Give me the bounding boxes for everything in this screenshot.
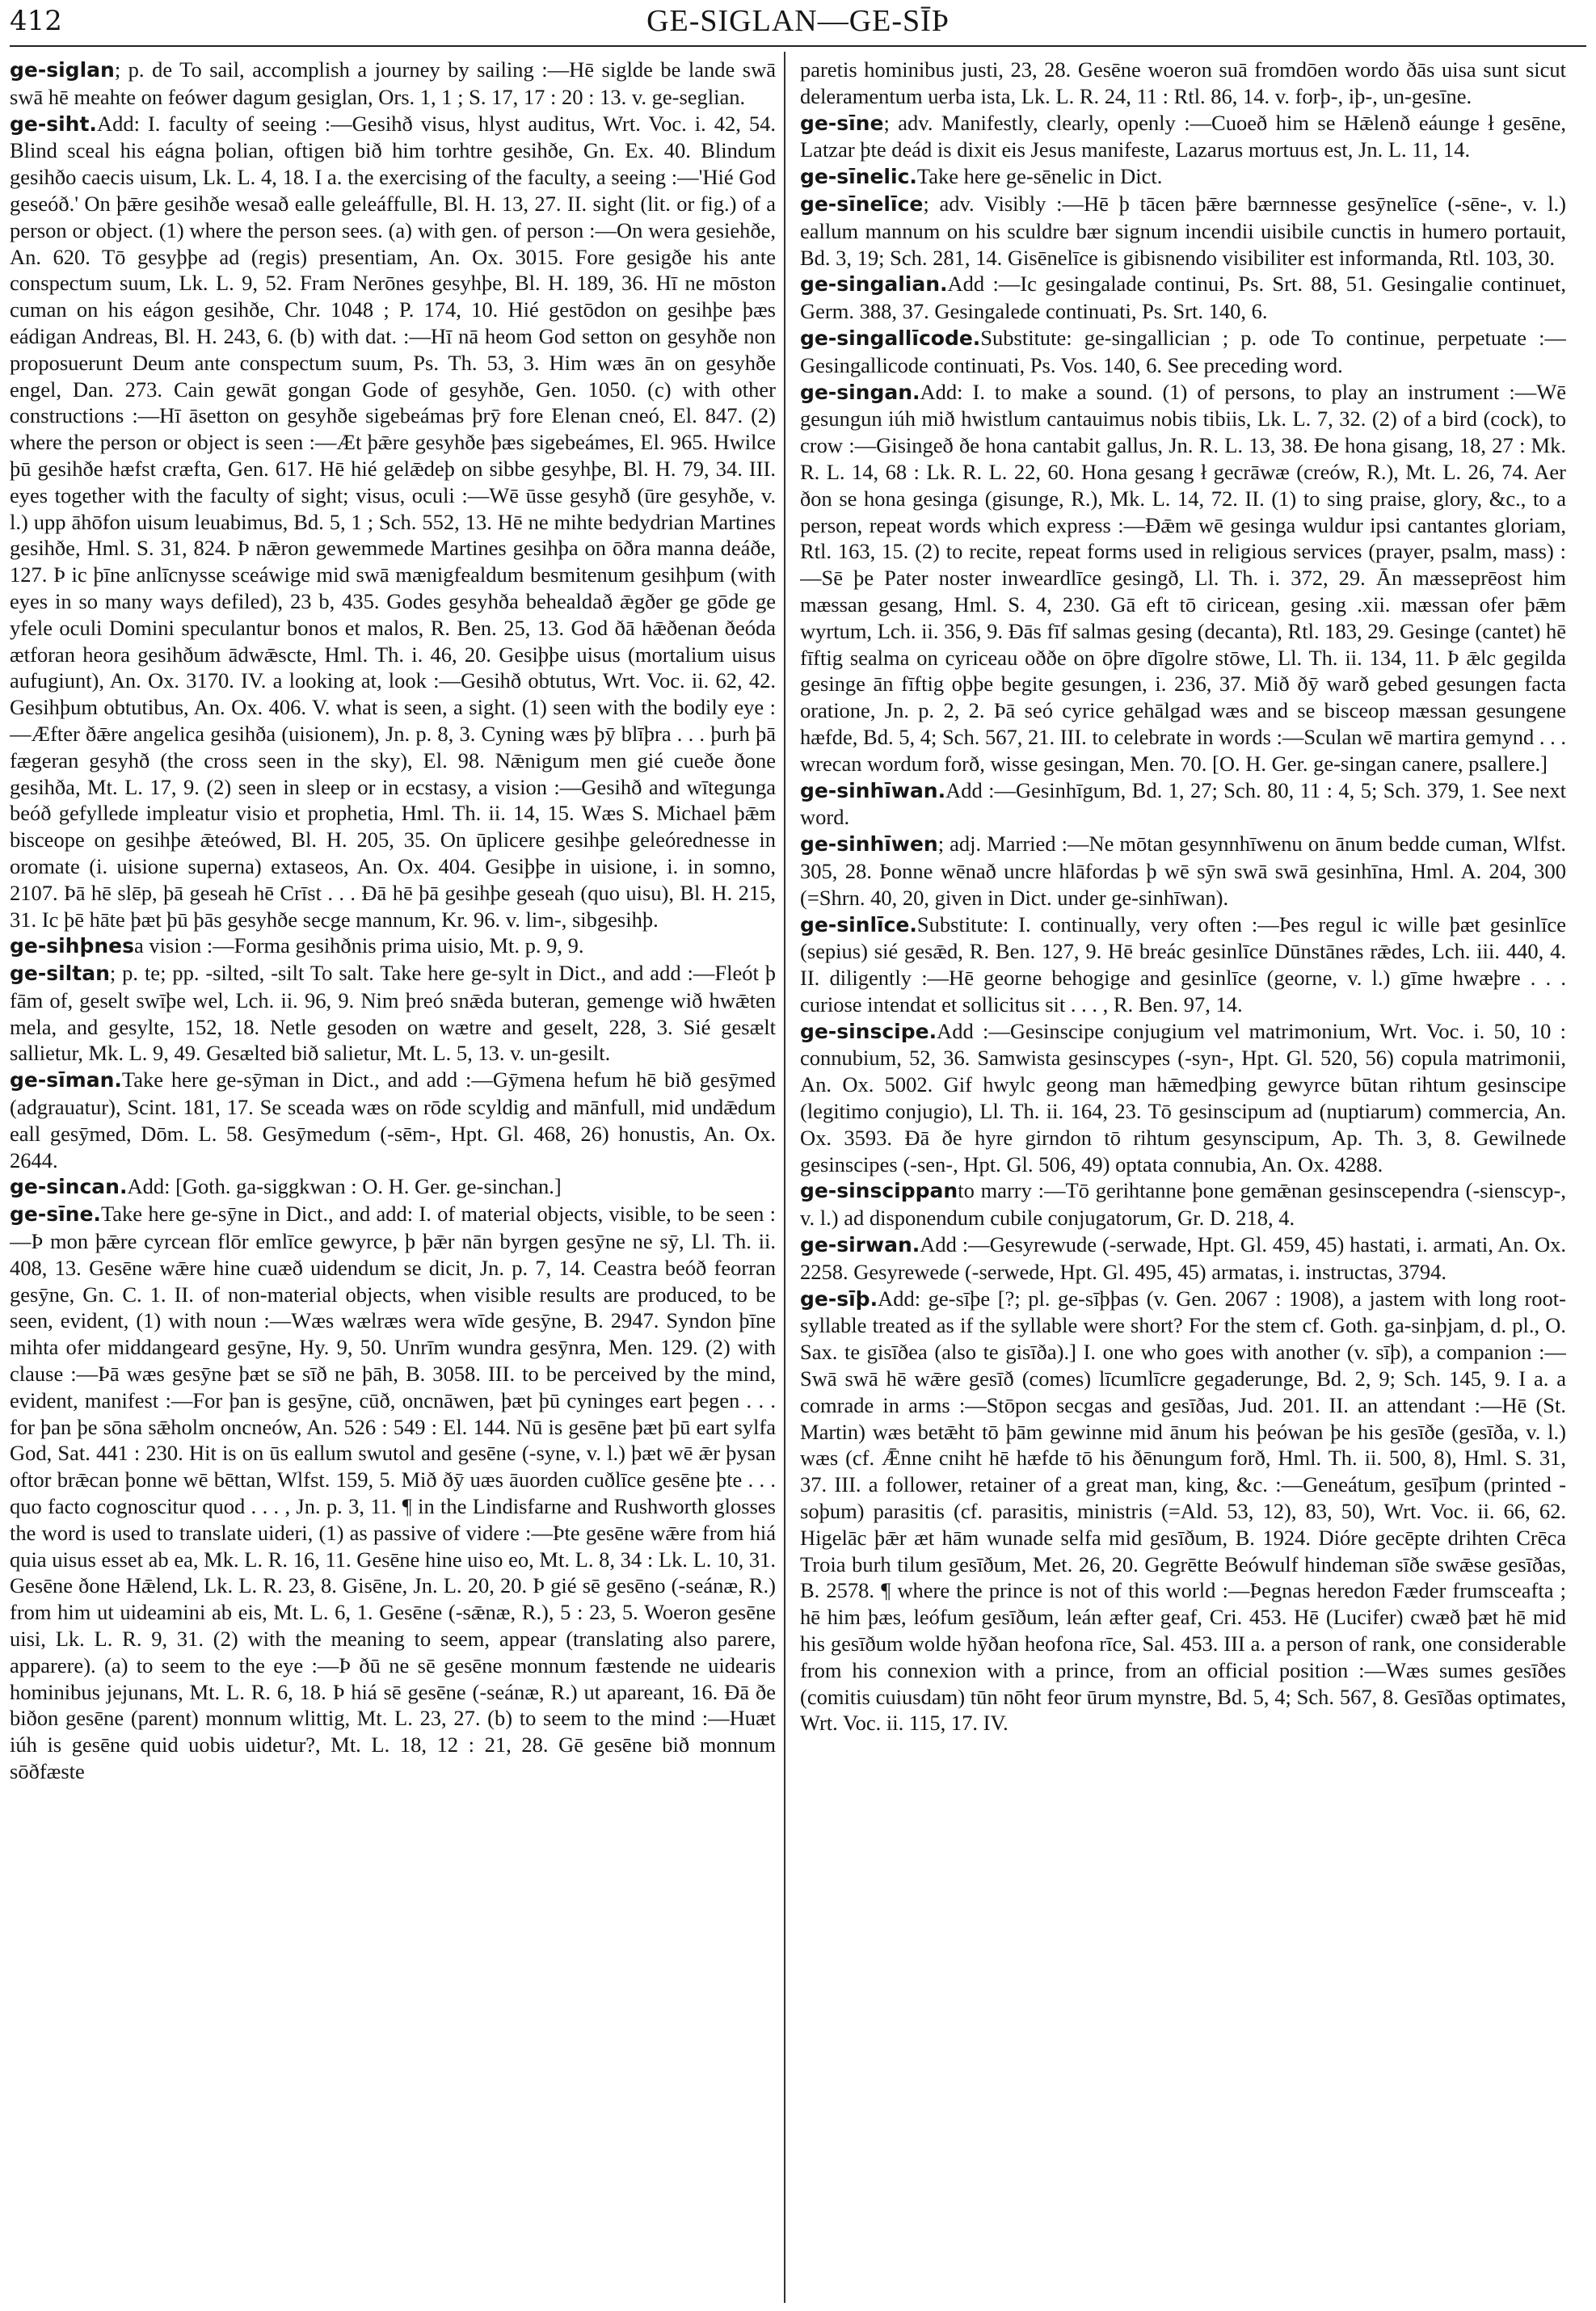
entry-headword: ge-sīman. (10, 1068, 122, 1092)
entry-headword: ge-siltan (10, 962, 110, 986)
entry-headword: ge-siglan (10, 58, 115, 82)
entry-text: Add: I. faculty of seeing :—Gesihð visus, hlyst auditus, Wrt. Voc. i. 42, 54. Blind sceal his eágna þolian, oftigen bið him torhtre gesihðe, Gn. Ex. 40. Blindum gesihðo caecis uisum, Lk. L. 4, 18. I a. the exercising of the faculty, a seeing :—'Hié God geseóð.' On þǣre gesihðe wesað ealle geleáffulle, Bl. H. 13, 27. II. sight (lit. or fig.) of a person or object. (1) where the person sees. (a) with gen. of person :—On wera gesiehðe, An. 620. Tō gesyþþe ad (regis) presentiam, An. Ox. 3015. Fore gesigðe his ante conspectum suum, Lk. L. 9, 52. Fram Nerōnes gesyhþe, Bl. H. 189, 36. Hī ne mōston cuman on his eágon gesihðe, Chr. 1048 ; P. 174, 10. Hié gestōdon on gesihþe þæs eádigan Andreas, Bl. H. 243, 6. (b) with dat. :—Hī nā heom God setton on gesyhðe non proposuerunt Deum ante conspectum suum, Ps. Th. 53, 3. Him wæs ān on gesyhðe engel, Dan. 273. Cain gewāt gongan Gode of gesyhðe, Gen. 1050. (c) with other constructions :—Hī āsetton on gesyhðe sigebeámas þrȳ fore Elenan cneó, El. 847. (2) where the person or object is seen :—Æt þǣre gesyhðe þæs sigebeámes, El. 965. Hwilce þū gesihðe hæfst cræfta, Gen. 617. Hē hié gelǣdeþ on sibbe gesyhþe, Bl. H. 79, 34. III. eyes together with the faculty of sight; visus, oculi :—Wē ūsse gesyhð (ūre gesyhðe, v. l.) upp āhōfon uisum leuabimus, Bd. 5, 1 ; Sch. 552, 13. Hē ne mihte bedydrian Martines gesihðe, Hml. S. 31, 824. Þ nǣron gewemmede Martines gesihþa on ōðra manna deáðe, 127. Þ ic þīne anlīcnysse sceáwige mid swā mænigfealdum besmitenum gesihþum (with eyes in so many ways defiled), 23 b, 435. Godes gesyhða behealdað ǣgðer ge gōde ge yfele oculi Domini speculantur bonos et malos, R. Ben. 25, 13. God ðā hǣðenan ðeóda ætforan heora gesihðum ādwǣscte, Hml. Th. i. 46, 20. Gesiþþe uisus (mortalium uisus aufugiunt), An. Ox. 3170. IV. a looking at, look :—Gesihð obtutus, Wrt. Voc. ii. 62, 42. Gesihþum obtutibus, An. Ox. 406. V. what is seen, a sight. (1) seen with the bodily eye :—Æfter ðǣre angelica gesihða (uisionem), Jn. p. 8, 3. Cyning wæs þȳ blīþra . . . þurh þā fægeran gesyhð (the cross seen in the sky), El. 98. Nǣnigum men gié cueðe ðone gesihða, Mt. L. 17, 9. (2) seen in sleep or in ecstasy, a vision :—Gesihð and wītegunga beóð gefyllede impleatur visio et prophetia, Hml. Th. ii. 14, 15. Wæs S. Michael þǣm bisceope on gesihþe ǣteówed, Bl. H. 205, 35. On ūplicere gesihþe geleórednesse in oromate (i. uisione superna) extaseos, An. Ox. 404. Gesiþþe in uisione, i. in somno, 2107. Þā hē slēp, þā geseah hē Crīst . . . Ðā hē þā gesihþe geseah (quo uisu), Bl. H. 215, 31. Ic þē hāte þæt þū þās gesyhðe secge mannum, Kr. 96. v. lim-, sibgesihþ. (10, 111, 776, 932)
entry-headword: ge-sinlīce. (800, 912, 917, 937)
entry-headword: ge-sīnelic. (800, 165, 917, 189)
entry-text: Add :—Ic gesingalade continui, Ps. Srt. 88, 51. Gesingalie continuet, Germ. 388, 37. Gesingalede continuati, Ps. Srt. 140, 6. (800, 272, 1566, 324)
entry-text: ; adj. Married :—Ne mōtan gesynnhīwenu on ānum bedde cuman, Wlfst. 305, 28. Þonne wēnað uncre hlāfordas þ wē sȳn swā swā gesinhīna, Hml. A. 204, 300 (=Shrn. 40, 20, given in Dict. under ge-sinhīwan). (800, 831, 1566, 910)
dictionary-entry (800, 110, 1566, 164)
entry-headword: ge-sirwan. (800, 1233, 920, 1257)
left-column (10, 57, 776, 2303)
entry-text: Add :—Gesyrewude (-serwade, Hpt. Gl. 459, 45) hastati, i. armati, An. Ox. 2258. Gesyrewede (-serwede, Hpt. Gl. 495, 45) armatas, i. instructas, 3794. (800, 1232, 1566, 1284)
entry-text: Add: ge-sīþe [?; pl. ge-sīþþas (v. Gen. 2067 : 1908), a jastem with long root-syllable treated as if the syllable were short? For the stem cf. Goth. ga-sinþjam, d. pl., O. Sax. te gisīðea (also te gisīða).] I. one who goes with another (v. sīþ), a companion :—Swā swā hē wǣre gesīð (comes) līcumlīcre gegaderunge, Bd. 2, 9; Sch. 145, 9. I a. a comrade in arms :—Stōpon secgas and gesīðas, Jud. 201. II. an attendant :—Hē (St. Martin) wæs betǣht tō þām gewinne mid ānum his þeówan þe his gesīðe (gesīða, v. l.) wæs (cf. Ǣnne cniht hē hæfde tō his ðēnungum forð, Hml. Th. ii. 500, 8), Hml. S. 31, 37. III. a follower, retainer of a great man, king, &c. :—Geneátum, gesīþum (printed -soþum) parasitis (cf. parasitis, ministris (=Ald. 53, 12), 83, 50), Wrt. Voc. ii. 66, 62. Higelāc þǣr æt hām wunade selfa mid gesīðum, B. 1924. Dióre gecēpte drihten Crēca Troia burh tilum gesīðum, Met. 26, 20. Gegrētte Beówulf hindeman sīðe swǣse gesīðas, B. 2578. ¶ where the prince is not of this world :—Þegnas heredon Fæder frumsceafta ; hē him þæs, leófum gesīðum, leán æfter geaf, Cri. 453. Hē (Lucifer) cwæð þæt hē mid his gesīðum wolde hȳðan heofona rīce, Sal. 453. III a. a person of rank, one considerable from his connexion with a prince, from an official position :—Wæs sumes gesīðes (comitis cuiusdam) tūn nōht feor ūrum mynstre, Bd. 5, 4; Sch. 567, 8. Gesīðas optimates, Wrt. Voc. ii. 115, 17. IV. (800, 1286, 1566, 1736)
entry-text: ; adv. Manifestly, clearly, openly :—Cuoeð him se Hǣlenð eáunge ł gesēne, Latzar þte deád is dixit eis Jesus manifeste, Lazarus mortuus est, Jn. L. 11, 14. (800, 110, 1566, 162)
dictionary-entry (800, 191, 1566, 271)
right-column (800, 57, 1566, 2303)
dictionary-entry (800, 911, 1566, 1018)
entry-headword: ge-sīnelīce (800, 192, 924, 216)
entry-headword: ge-sincan. (10, 1175, 128, 1199)
dictionary-entry (800, 57, 1566, 110)
entry-text: ; p. de To sail, accomplish a journey by sailing :—Hē siglde be lande swā swā hē meahte on feówer dagum gesiglan, Ors. 1, 1 ; S. 17, 17 : 20 : 13. v. ge-seglian. (10, 57, 776, 109)
entry-text: Substitute: ge-singallician ; p. ode To continue, perpetuate :—Gesingallicode continuati, Ps. Vos. 140, 6. See preceding word. (800, 325, 1566, 377)
entry-headword: ge-sinhīwan. (800, 778, 946, 802)
dictionary-entry (10, 1067, 776, 1173)
entry-headword: ge-singan. (800, 380, 920, 404)
dictionary-entry (800, 325, 1566, 379)
entry-headword: ge-sīne. (10, 1202, 101, 1227)
dictionary-entry (800, 777, 1566, 831)
entry-headword: ge-sīþ. (800, 1286, 878, 1311)
entry-text: ; p. te; pp. -silted, -silt To salt. Take here ge-sylt in Dict., and add :—Fleót þ fām of, geselt swīþe wel, Lch. ii. 96, 9. Nim þreó snǣda buteran, gemenge wið hwǣten mela, and gesylte, 152, 18. Netle gesoden on wætre and geselt, 228, 3. Sié gesælt sallietur, Mk. L. 9, 49. Gesælted bið salietur, Mt. L. 5, 13. v. un-gesilt. (10, 961, 776, 1066)
dictionary-entry (10, 960, 776, 1067)
dictionary-entry (10, 111, 776, 933)
entry-text: Take here ge-sēnelic in Dict. (916, 164, 1163, 189)
entry-text: Add: I. to make a sound. (1) of persons, to play an instrument :—Wē gesungun iúh mið hwistlum cantauimus nobis tibiis, Lk. L. 7, 32. (2) of a bird (cock), to crow :—Gisingeð ðe hona cantabit gallus, Jn. R. L. 13, 38. Ðe hona gisang, 18, 27 : Mk. R. L. 14, 68 : Lk. R. L. 22, 60. Hona gesang ł gecrāwæ (creów, R.), Mt. L. 26, 74. Aer ðon se hona gesinga (gisunge, R.), Mk. L. 14, 72. II. (1) to sing praise, glory, &c., to a person, repeat words which express :—Ðǣm wē gesinga wuldur ipsi cantantes gloriam, Rtl. 163, 15. (2) to recite, repeat forms used in religious services (prayer, psalm, mass) :—Sē þe Pater noster inweardlīce gesingð, Ll. Th. i. 372, 29. Ān mæsseprēost him mæssan gesang, Hml. S. 4, 230. Gā eft tō ciricean, gesing .xii. mæssan ofer þǣm wyrtum, Lch. ii. 356, 9. Ðās fīf salmas gesing (decanta), Rtl. 183, 29. Gesinge (cantet) hē fīftig sealma on cyriceau oððe on ōþre dīgolre stōwe, Ll. Th. ii. 134, 11. Þ ǣlc gegilda gesinge ān fīftig oþþe begite gesungen, i. 236, 37. Mið ðȳ warð gebed gesungen facta oratione, Jn. p. 2, 2. Þā seó cyrice gehālgad wæs and se bisceop mæssan gesungene hæfde, Bd. 5, 4; Sch. 567, 21. III. to celebrate in words :—Sculan wē martira gemynd . . . wrecan wordum forð, wisse gesingan, Men. 70. [O. H. Ger. ge-singan canere, psallere.] (800, 379, 1566, 776)
entry-headword: ge-sihþnes (10, 934, 135, 958)
entry-headword: ge-siht. (10, 112, 97, 136)
dictionary-entry (800, 1286, 1566, 1737)
entry-headword: ge-sinscipe. (800, 1019, 937, 1043)
dictionary-entry (800, 1231, 1566, 1286)
dictionary-entry (800, 163, 1566, 191)
dictionary-entry (800, 1177, 1566, 1231)
entry-headword: ge-sinhīwen (800, 832, 938, 857)
entry-text: Add :—Gesinhīgum, Bd. 1, 27; Sch. 80, 11 : 4, 5; Sch. 379, 1. See next word. (800, 777, 1566, 830)
entry-text: Add: [Goth. ga-siggkwan : O. H. Ger. ge-sinchan.] (127, 1174, 562, 1199)
entry-headword: ge-sinscippan (800, 1179, 958, 1203)
entry-text: Take here ge-sȳne in Dict., and add: I. of material objects, visible, to be seen :—Þ mon þǣre cyrcean flōr emlīce gewyrce, þ þǣr nān byrgen gesȳne ne sȳ, Ll. Th. ii. 408, 13. Gesēne wǣre hine cuæð uidendum se dicit, Jn. p. 7, 14. Ceastra beóð feorran gesȳne, Gn. C. 1. II. of non-material objects, when visible results are produced, to be seen, evident, (1) with noun :—Wæs wælræs wera wīde gesȳne, B. 2947. Syndon þīne mihta ofer middangeard gesȳne, Hy. 9, 50. Unrīm wundra gesȳnra, Men. 129. (2) with clause :—Þā wæs gesȳne þæt se sīð ne þāh, B. 3058. III. to be perceived by the mind, evident, manifest :—For þan is gesȳne, cūð, oncnāwen, þæt þū cyninges eart þegen . . . for þan þe sōna sǣholm oncneów, An. 526 : 549 : El. 144. Nū is gesēne þæt þū eart sylfa God, Sat. 441 : 230. Hit is on ūs eallum swutol and gesēne (-syne, v. l.) þæt wē ǣr þysan oftor brǣcan þonne wē bēttan, Wlfst. 159, 5. Mið ðȳ uæs āuorden cuðlīce gesēne þte . . . quo facto cognoscitur quod . . . , Jn. p. 3, 11. ¶ in the Lindisfarne and Rushworth glosses the word is used to translate uideri, (1) as passive of videre :—Þte gesēne wǣre from hiá quia uisus esset ab ea, Mk. L. R. 16, 11. Gesēne hine uiso eo, Mt. L. 8, 34 : Lk. L. 10, 31. Gesēne ðone Hǣlend, Lk. L. R. 23, 8. Gisēne, Jn. L. 20, 20. Þ gié sē gesēno (-seánæ, R.) from him ut uideamini ab eis, Mt. L. 6, 1. Gesēne (-sǣnæ, R.), 5 : 23, 5. Woeron gesēne uisi, Lk. L. R. 9, 31. (2) with the meaning to seem, appear (translating also parere, apparere). (a) to seem to the eye :—Þ ðū ne sē gesēne monnum fæstende ne uidearis hominibus jejunans, Mt. L. R. 6, 18. Þ hiá sē gesēne (-seánæ, R.) ut apareant, 16. Ðā ðe biðon gesēne (parent) monnum wlittig, Mt. L. 23, 27. (b) to seem to the mind :—Huæt iúh is gesēne quid uobis uidetur?, Mt. L. 18, 12 : 21, 28. Gē gesēne bið monnum sōðfæste (10, 1202, 776, 1783)
dictionary-entry (10, 1173, 776, 1201)
page-number: 412 (10, 5, 62, 37)
dictionary-entry (800, 1018, 1566, 1178)
entry-text: to marry :—Tō gerihtanne þone gemǣnan gesinscependra (-sienscyp-, v. l.) ad disponendum cubile conjugatorum, Gr. D. 218, 4. (800, 1178, 1566, 1231)
entry-headword: ge-singalian. (800, 272, 948, 297)
dictionary-entry (800, 831, 1566, 911)
running-title: GE-SIGLAN—GE-SĪÞ (646, 4, 950, 38)
column-divider (784, 52, 785, 2303)
dictionary-entry (10, 932, 776, 960)
dictionary-entry (10, 57, 776, 111)
entry-headword: ge-sīne (800, 111, 884, 135)
entry-text: ; adv. Visibly :—Hē þ tācen þǣre bærnnesse gesȳnelīce (-sēne-, v. l.) eallum mannum on his sculdre bær signum incendii uisibile cunctis in humero portauit, Bd. 3, 19; Sch. 281, 14. Gisēnelīce is gibisnendo visibiliter est informanda, Rtl. 103, 30. (800, 191, 1566, 270)
entry-text: Add :—Gesinscipe conjugium vel matrimonium, Wrt. Voc. i. 50, 10 : connubium, 52, 36. Samwista gesinscypes (-syn-, Hpt. Gl. 520, 56) copula matrimonii, An. Ox. 5002. Gif hwylc geong man hǣmedþing gewyrce būtan rihtum gesinscipe (legitimo conjugio), Ll. Th. ii. 164, 23. Tō gesinscipum ad (nuptiarum) commercia, An. Ox. 3593. Ðā ðe hyre girndon tō rihtum gesynscipum, Ap. Th. 3, 8. Gewilnede gesinscipes (-sen-, Hpt. Gl. 506, 49) optata connubia, An. Ox. 4288. (800, 1018, 1566, 1177)
header-rule (10, 45, 1586, 47)
page-header (10, 2, 1586, 44)
entry-text: paretis hominibus justi, 23, 28. Gesēne woeron suā fromdōen wordo ðās uisa sunt sicut deleramentum uerba ista, Lk. L. R. 24, 11 : Rtl. 86, 14. v. forþ-, iþ-, un-gesīne. (800, 57, 1566, 108)
dictionary-entry (800, 271, 1566, 325)
entry-text: a vision :—Forma gesihðnis prima uisio, Mt. p. 9, 9. (134, 933, 584, 958)
entry-text: Substitute: I. continually, very often :—Þes regul ic wille þæt gesinlīce (sepius) sié gesǣd, R. Ben. 127, 9. Hē breác gesinlīce Dūnstānes rǣdes, Lch. iii. 440, 4. II. diligently :—Hē geornе behogige and gesinlīce (georne, v. l.) gīme hwæþre . . . curiose intendat et sollicitus sit . . . , R. Ben. 97, 14. (800, 911, 1566, 1017)
entry-text: Take here ge-sȳman in Dict., and add :—Gȳmena hefum hē bið gesȳmed (adgrauatur), Scint. 181, 17. Se sceada wæs on rōde scyldig and mānfull, mid undǣdum eall gesȳmed, Dōm. L. 58. Gesȳmedum (-sēm-, Hpt. Gl. 468, 26) honustis, An. Ox. 2644. (10, 1067, 776, 1172)
dictionary-entry (800, 379, 1566, 777)
dictionary-entry (10, 1201, 776, 1785)
entry-headword: ge-singallīcode. (800, 326, 981, 350)
